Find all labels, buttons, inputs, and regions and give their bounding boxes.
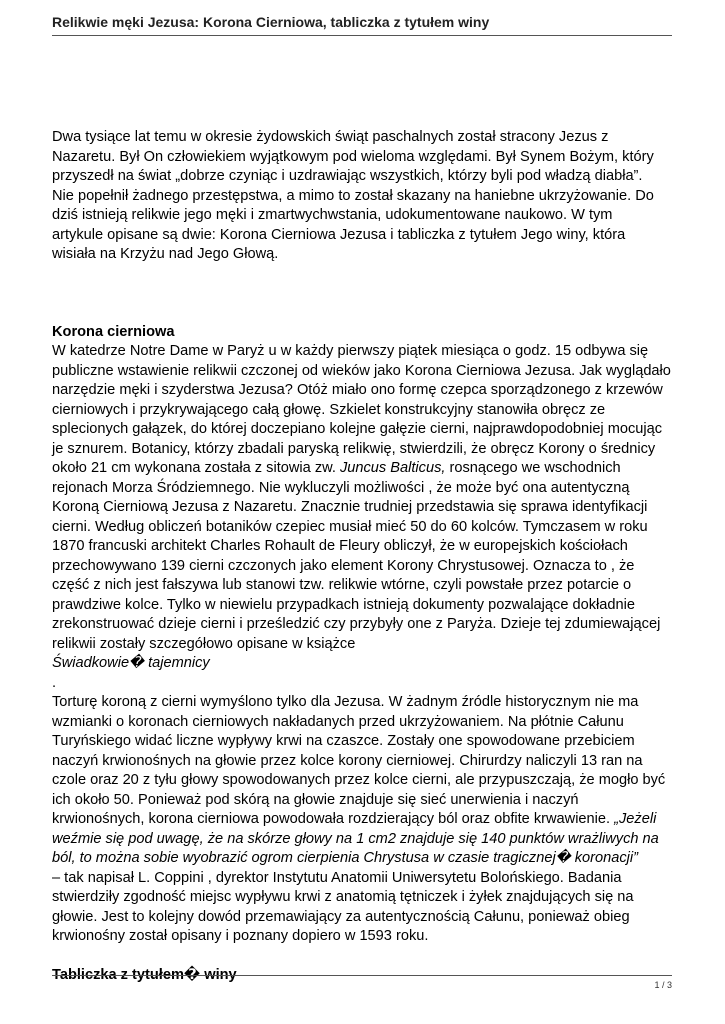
header-divider (52, 35, 672, 36)
page-header-title: Relikwie męki Jezusa: Korona Cierniowa, tabliczka z tytułem winy (52, 14, 490, 30)
text-line: publiczne wstawienie relikwii czczonej od wieków jako Korona Cierniowa Jezusa. Jak wyglądało (52, 362, 671, 379)
text-line: 1870 francuski architekt Charles Rohault de Fleury obliczył, że w europejskich kościołach (52, 538, 628, 554)
text-line: cierni. Według obliczeń botaników czepiec musiał mieć 50 do 60 kolców. Tymczasem w roku (52, 518, 648, 535)
text-line: cierniowych i przykrywającego całą głowę. Szkielet konstrukcyjny stanowiła obręcz ze (52, 401, 606, 418)
quote-line: weźmie się pod uwagę, że na skórze głowy na 1 cm2 znajduje się 140 punktów wrażliwych na (52, 830, 659, 847)
text-line: dziś istnieją relikwie jego męki i zmartwychwstania, udokumentowane naukowo. W tym (52, 207, 613, 223)
text-line: W katedrze Notre Dame w Paryż u w każdy pierwszy piątek miesiąca o godz. 15 odbywa się (52, 343, 649, 359)
footer-divider (52, 975, 672, 976)
text-line: ich około 50. Ponieważ pod skórą na głowie znajduje się sieć unerwienia i naczyń (52, 791, 579, 808)
article-body (52, 128, 682, 986)
quote-text: „Jeżeli (614, 811, 657, 827)
text-line: głowie. Jest to kolejny dowód przemawiający za autentycznością Całunu, ponieważ obieg (52, 908, 630, 925)
text-line: wzmianki o koronach cierniowych nakładanych przed ukrzyżowaniem. Na płótnie Całunu (52, 713, 624, 730)
text-line (52, 810, 682, 830)
text-line: krwionośny został opisany i poznany dopiero w 1593 roku. (52, 928, 429, 944)
quote-line: ból, to można sobie wyobrazić ogrom cierpienia Chrystusa w czasie tragicznej� koronacji” (52, 850, 638, 866)
text-line: przechowywano 139 cierni czczonych jako element Korony Chrystusowej. Oznacza to , że (52, 557, 635, 574)
text-line: – tak napisał L. Coppini , dyrektor Instytutu Anatomii Uniwersytetu Bolońskiego. Badania (52, 869, 622, 886)
text-line: prawdziwe kolce. Tylko w niewielu przypadkach istnieją dokumenty pozwalające dokładnie (52, 596, 635, 613)
text-line: narzędzie męki i szyderstwa Jezusa? Otóż miało ono formę czepca sporządzonego z krzewów (52, 382, 663, 398)
text-span: rosnącego we wschodnich (445, 460, 621, 476)
text-line: Koroną Cierniową Jezusa z Nazaretu. Znacznie trudniej przedstawia się sprawa identyfikacji (52, 499, 648, 515)
text-line: Dwa tysiące lat temu w okresie żydowskich świąt paschalnych został stracony Jezus z (52, 129, 609, 145)
text-span: około 21 cm wykonana została z sitowia zw. (52, 460, 340, 476)
species-name: Juncus Balticus, (339, 460, 446, 476)
text-line: . (52, 674, 57, 691)
text-line: splecionych gałązek, do której doczepiano kolejne gałęzie cierni, najprawdopodobniej mocując (52, 421, 663, 437)
text-line: naczyń krwionośnych na głowie przez kolce korony cierniowej. Chirurdzy naliczyli 13 ran na (52, 752, 643, 769)
text-line: artykule opisane są dwie: Korona Cierniowa Jezusa i tabliczka z tytułem Jego winy, która (52, 226, 626, 243)
text-line: Torturę koroną z cierni wymyślono tylko dla Jezusa. W żadnym źródle historycznym nie ma (52, 694, 639, 710)
text-line: czole oraz 20 z tyłu głowy spowodowanych przez kolce cierni, ale przypuszczają, że mogło być (52, 772, 666, 788)
text-line (52, 459, 682, 479)
text-line: Nie popełnił żadnego przestępstwa, a mimo to został skazany na haniebne ukrzyżowanie. Do (52, 187, 654, 204)
section-korona (52, 323, 682, 947)
intro-paragraph (52, 128, 682, 265)
text-line: rejonach Morza Śródziemnego. Nie wykluczyli możliwości , że może być ona autentyczną (52, 479, 630, 496)
section-heading: Korona cierniowa (52, 323, 175, 340)
text-line: je sznurem. Botanicy, którzy zbadali paryską relikwię, stwierdzili, że obręcz Korony o średnicy (52, 440, 656, 457)
book-title: Świadkowie� tajemnicy (52, 655, 210, 671)
text-line: część z nich jest fałszywa lub stanowi tzw. relikwie wtórne, czyli powstałe przez potarcie o (52, 577, 632, 593)
text-line: stwierdziły zgodność miejsc wypływu krwi z anatomią tętniczek i żyłek znajdujących się na (52, 889, 634, 905)
text-line: wisiała na Krzyżu nad Jego Głową. (52, 246, 279, 262)
text-line: przyszedł na świat „dobrze czyniąc i uzdrawiając wszystkich, którzy byli pod władzą diabła”. (52, 168, 643, 184)
text-line: Turyńskiego widać liczne wypływy krwi na czaszce. Zostały one spowodowane przebiciem (52, 733, 635, 749)
text-span: krwionośnych, korona cierniowa powodowała rozdzierający ból oraz obfite krwawienie. (52, 811, 615, 827)
text-line: Nazaretu. Był On człowiekiem wyjątkowym pod wieloma względami. Był Synem Bożym, który (52, 148, 654, 165)
page-number: 1 / 3 (654, 980, 672, 990)
text-line: relikwii zostały szczegółowo opisane w książce (52, 635, 356, 652)
section-heading: Tabliczka z tytułem� winy (52, 967, 237, 983)
text-line: zrekonstruować dzieje cierni i prześledzić czy przybyły one z Paryża. Dzieje tej zdumiewającej (52, 616, 661, 632)
